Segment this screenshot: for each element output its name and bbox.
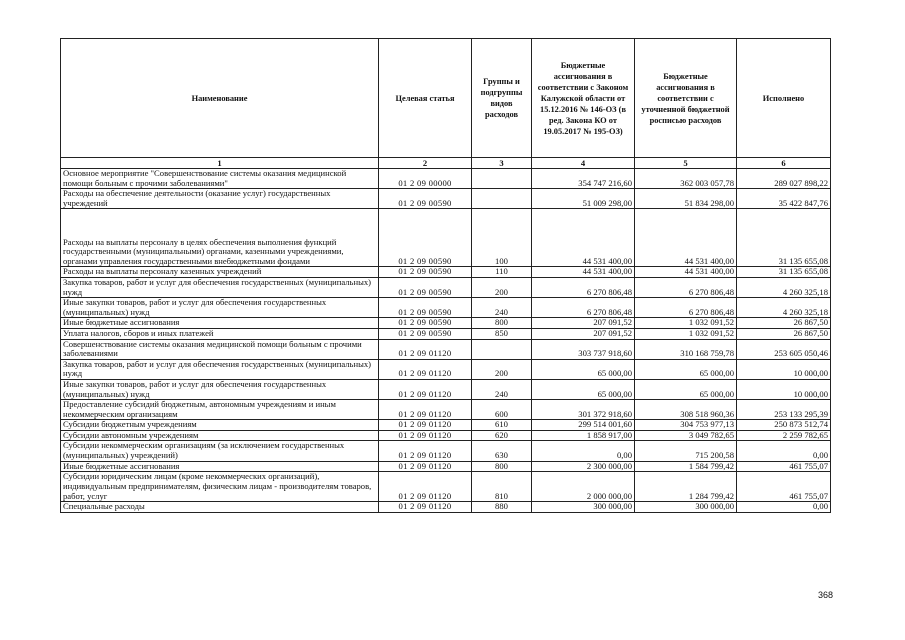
row-target-article: 01 2 09 01120	[379, 339, 472, 359]
row-law-allocation: 207 091,52	[532, 318, 635, 329]
row-name: Предоставление субсидий бюджетным, автономным учреждениям и иным некоммерческим организациям	[61, 400, 379, 420]
row-law-allocation: 44 531 400,00	[532, 267, 635, 278]
row-expense-group	[472, 169, 532, 189]
row-name: Субсидии юридическим лицам (кроме некоммерческих организаций), индивидуальным предпринимателям, физическим лицам - производителям товаров, работ, услуг	[61, 472, 379, 502]
row-expense-group: 100	[472, 209, 532, 267]
row-executed: 10 000,00	[737, 379, 831, 399]
row-target-article: 01 2 09 00000	[379, 169, 472, 189]
column-number: 6	[737, 158, 831, 169]
row-name: Совершенствование системы оказания медицинской помощи больным с прочими заболеваниями	[61, 339, 379, 359]
row-roster-allocation: 44 531 400,00	[635, 267, 737, 278]
row-expense-group: 110	[472, 267, 532, 278]
row-executed: 0,00	[737, 502, 831, 513]
row-target-article: 01 2 09 00590	[379, 298, 472, 318]
row-name: Субсидии автономным учреждениям	[61, 430, 379, 441]
row-expense-group: 200	[472, 359, 532, 379]
table-row	[61, 379, 831, 399]
row-executed: 35 422 847,76	[737, 189, 831, 209]
row-roster-allocation: 6 270 806,48	[635, 298, 737, 318]
row-law-allocation: 44 531 400,00	[532, 209, 635, 267]
row-name: Уплата налогов, сборов и иных платежей	[61, 328, 379, 339]
row-name: Закупка товаров, работ и услуг для обеспечения государственных (муниципальных) нужд	[61, 359, 379, 379]
row-name: Иные закупки товаров, работ и услуг для обеспечения государственных (муниципальных) нужд	[61, 298, 379, 318]
row-executed: 461 755,07	[737, 461, 831, 472]
row-target-article: 01 2 09 01120	[379, 430, 472, 441]
row-name: Закупка товаров, работ и услуг для обеспечения государственных (муниципальных) нужд	[61, 277, 379, 297]
row-target-article: 01 2 09 01120	[379, 441, 472, 461]
row-executed: 253 605 050,46	[737, 339, 831, 359]
header-law-allocations: Бюджетные ассигнования в соответствии с Законом Калужской области от 15.12.2016 № 146-ОЗ (в ред. Закона КО от 19.05.2017 № 195-ОЗ)	[532, 39, 635, 158]
row-roster-allocation: 44 531 400,00	[635, 209, 737, 267]
row-law-allocation: 303 737 918,60	[532, 339, 635, 359]
row-law-allocation: 65 000,00	[532, 359, 635, 379]
table-row	[61, 277, 831, 297]
table-row	[61, 328, 831, 339]
header-roster-allocations: Бюджетные ассигнования в соответствии с уточненной бюджетной росписью расходов	[635, 39, 737, 158]
row-target-article: 01 2 09 01120	[379, 472, 472, 502]
row-executed: 31 135 655,08	[737, 209, 831, 267]
row-roster-allocation: 362 003 057,78	[635, 169, 737, 189]
row-target-article: 01 2 09 00590	[379, 189, 472, 209]
table-row	[61, 267, 831, 278]
row-executed: 26 867,50	[737, 318, 831, 329]
row-name: Субсидии бюджетным учреждениям	[61, 420, 379, 431]
table-row	[61, 400, 831, 420]
row-roster-allocation: 308 518 960,36	[635, 400, 737, 420]
row-expense-group: 880	[472, 502, 532, 513]
page-number: 368	[818, 590, 834, 600]
row-roster-allocation: 65 000,00	[635, 379, 737, 399]
table-row	[61, 420, 831, 431]
row-roster-allocation: 310 168 759,78	[635, 339, 737, 359]
column-number: 1	[61, 158, 379, 169]
row-roster-allocation: 6 270 806,48	[635, 277, 737, 297]
row-law-allocation: 6 270 806,48	[532, 298, 635, 318]
row-executed: 253 133 295,39	[737, 400, 831, 420]
row-law-allocation: 2 000 000,00	[532, 472, 635, 502]
row-roster-allocation: 715 200,58	[635, 441, 737, 461]
row-target-article: 01 2 09 00590	[379, 328, 472, 339]
row-law-allocation: 207 091,52	[532, 328, 635, 339]
row-law-allocation: 2 300 000,00	[532, 461, 635, 472]
table-row	[61, 189, 831, 209]
table-row	[61, 430, 831, 441]
header-name: Наименование	[61, 39, 379, 158]
row-law-allocation: 1 858 917,00	[532, 430, 635, 441]
row-executed: 461 755,07	[737, 472, 831, 502]
row-name: Расходы на обеспечение деятельности (оказание услуг) государственных учреждений	[61, 189, 379, 209]
row-law-allocation: 300 000,00	[532, 502, 635, 513]
row-executed: 10 000,00	[737, 359, 831, 379]
row-name: Иные бюджетные ассигнования	[61, 318, 379, 329]
row-expense-group: 200	[472, 277, 532, 297]
row-expense-group	[472, 189, 532, 209]
row-executed: 31 135 655,08	[737, 267, 831, 278]
header-expense-groups: Группы и подгруппы видов расходов	[472, 39, 532, 158]
row-target-article: 01 2 09 00590	[379, 277, 472, 297]
column-number: 4	[532, 158, 635, 169]
row-law-allocation: 299 514 001,60	[532, 420, 635, 431]
column-number: 5	[635, 158, 737, 169]
row-target-article: 01 2 09 00590	[379, 267, 472, 278]
row-expense-group: 800	[472, 318, 532, 329]
row-expense-group	[472, 339, 532, 359]
table-row	[61, 209, 831, 267]
row-executed: 4 260 325,18	[737, 298, 831, 318]
row-roster-allocation: 1 032 091,52	[635, 328, 737, 339]
header-target-article: Целевая статья	[379, 39, 472, 158]
table-row	[61, 169, 831, 189]
budget-execution-table	[60, 38, 831, 513]
row-executed: 26 867,50	[737, 328, 831, 339]
row-roster-allocation: 300 000,00	[635, 502, 737, 513]
row-roster-allocation: 51 834 298,00	[635, 189, 737, 209]
row-name: Специальные расходы	[61, 502, 379, 513]
table-row	[61, 318, 831, 329]
row-name: Иные бюджетные ассигнования	[61, 461, 379, 472]
row-executed: 250 873 512,74	[737, 420, 831, 431]
row-target-article: 01 2 09 01120	[379, 461, 472, 472]
row-target-article: 01 2 09 01120	[379, 502, 472, 513]
row-law-allocation: 0,00	[532, 441, 635, 461]
row-law-allocation: 65 000,00	[532, 379, 635, 399]
row-roster-allocation: 3 049 782,65	[635, 430, 737, 441]
row-target-article: 01 2 09 01120	[379, 400, 472, 420]
table-row	[61, 472, 831, 502]
row-roster-allocation: 65 000,00	[635, 359, 737, 379]
row-executed: 4 260 325,18	[737, 277, 831, 297]
row-name: Расходы на выплаты персоналу казенных учреждений	[61, 267, 379, 278]
row-target-article: 01 2 09 01120	[379, 420, 472, 431]
row-name: Основное мероприятие "Совершенствование системы оказания медицинской помощи больным с прочими заболеваниями"	[61, 169, 379, 189]
table-row	[61, 359, 831, 379]
row-name: Расходы на выплаты персоналу в целях обеспечения выполнения функций государственными (муниципальными) органами, казенными учреждениями, органами управления государственными внебюджетными фондами	[61, 209, 379, 267]
row-expense-group: 610	[472, 420, 532, 431]
table-row	[61, 298, 831, 318]
row-name: Субсидии некоммерческим организациям (за исключением государственных (муниципальных) учреждений)	[61, 441, 379, 461]
table-row	[61, 461, 831, 472]
row-executed: 2 259 782,65	[737, 430, 831, 441]
row-expense-group: 240	[472, 298, 532, 318]
column-number-row	[61, 158, 831, 169]
row-expense-group: 600	[472, 400, 532, 420]
table-body	[61, 169, 831, 513]
header-row	[61, 39, 831, 158]
table-row	[61, 502, 831, 513]
row-roster-allocation: 1 284 799,42	[635, 472, 737, 502]
column-number: 2	[379, 158, 472, 169]
row-law-allocation: 301 372 918,60	[532, 400, 635, 420]
row-target-article: 01 2 09 00590	[379, 209, 472, 267]
row-law-allocation: 6 270 806,48	[532, 277, 635, 297]
budget-table-sheet	[60, 38, 830, 513]
row-law-allocation: 354 747 216,60	[532, 169, 635, 189]
row-expense-group: 810	[472, 472, 532, 502]
row-roster-allocation: 1 032 091,52	[635, 318, 737, 329]
header-executed: Исполнено	[737, 39, 831, 158]
row-expense-group: 240	[472, 379, 532, 399]
table-row	[61, 339, 831, 359]
row-executed: 289 027 898,22	[737, 169, 831, 189]
table-row	[61, 441, 831, 461]
row-roster-allocation: 1 584 799,42	[635, 461, 737, 472]
row-executed: 0,00	[737, 441, 831, 461]
row-target-article: 01 2 09 01120	[379, 379, 472, 399]
row-name: Иные закупки товаров, работ и услуг для обеспечения государственных (муниципальных) нужд	[61, 379, 379, 399]
row-expense-group: 850	[472, 328, 532, 339]
row-roster-allocation: 304 753 977,13	[635, 420, 737, 431]
column-number: 3	[472, 158, 532, 169]
row-target-article: 01 2 09 01120	[379, 359, 472, 379]
row-expense-group: 630	[472, 441, 532, 461]
row-expense-group: 620	[472, 430, 532, 441]
row-target-article: 01 2 09 00590	[379, 318, 472, 329]
row-expense-group: 800	[472, 461, 532, 472]
row-law-allocation: 51 009 298,00	[532, 189, 635, 209]
